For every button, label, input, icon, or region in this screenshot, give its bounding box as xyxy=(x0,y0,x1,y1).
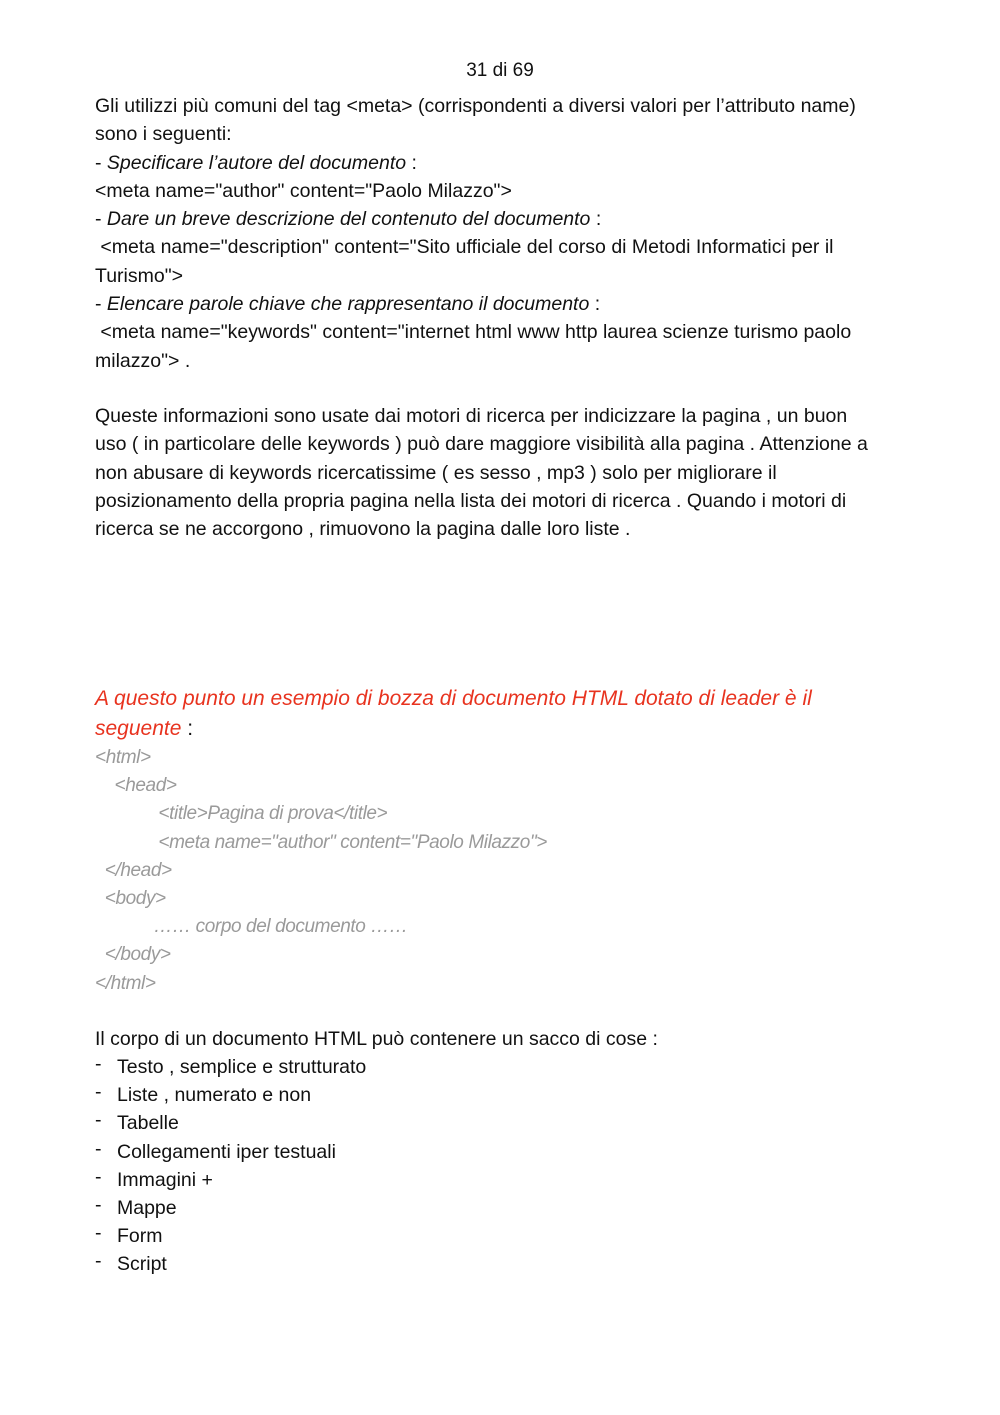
heading-line: seguente : xyxy=(95,717,194,740)
code-line: </html> xyxy=(95,972,156,994)
body-content-list xyxy=(95,1053,366,1279)
list-item: - Form xyxy=(95,1222,366,1250)
bullet-dash: - xyxy=(95,1137,102,1160)
meta-code-example: milazzo"> . xyxy=(95,349,191,372)
list-item: - Liste , numerato e non xyxy=(95,1081,366,1109)
code-line: </head> xyxy=(95,859,172,881)
meta-code-example: <meta name="keywords" content="internet html www http laurea scienze turismo paolo xyxy=(95,321,852,344)
code-line: <meta name="author" content="Paolo Milazzo"> xyxy=(95,831,547,853)
bullet-dash: - xyxy=(95,1165,102,1188)
intro-line: Gli utilizzi più comuni del tag <meta> (corrispondenti a diversi valori per l’attributo name) xyxy=(95,95,856,117)
page-number: 31 di 69 xyxy=(466,60,534,81)
seo-paragraph xyxy=(95,402,915,543)
code-line: <body> xyxy=(95,887,166,909)
list-item: - Tabelle xyxy=(95,1109,366,1137)
meta-code-example: Turismo"> xyxy=(95,264,184,287)
bullet-dash: - xyxy=(95,1053,102,1075)
list-item: - Mappe xyxy=(95,1194,366,1222)
paragraph-line: uso ( in particolare delle keywords ) può dare maggiore visibilità alla pagina . Attenzione a xyxy=(95,433,868,456)
intro-line: sono i seguenti: xyxy=(95,123,232,146)
bullet-dash: - xyxy=(95,1193,102,1216)
body-intro-text: Il corpo di un documento HTML può contenere un sacco di cose : xyxy=(95,1028,658,1050)
paragraph-line: non abusare di keywords ricercatissime ( es sesso , mp3 ) solo per migliorare il xyxy=(95,461,777,484)
paragraph-line: ricerca se ne accorgono , rimuovono la pagina dalle loro liste . xyxy=(95,518,631,541)
meta-usage-item: - Specificare l’autore del documento : xyxy=(95,151,417,174)
code-line: <head> xyxy=(95,775,177,797)
meta-usage-item: - Elencare parole chiave che rappresentano il documento : xyxy=(95,293,601,316)
body-intro xyxy=(95,1025,915,1053)
meta-code-example: <meta name="description" content="Sito ufficiale del corso di Metodi Informatici per il xyxy=(95,236,834,259)
heading-line: A questo punto un esempio di bozza di documento HTML dotato di leader è il xyxy=(95,687,812,710)
list-item: - Collegamenti iper testuali xyxy=(95,1138,366,1166)
html-code-example xyxy=(95,744,915,998)
bullet-dash: - xyxy=(95,1081,102,1104)
example-heading xyxy=(95,684,915,744)
code-line: …… corpo del documento …… xyxy=(95,916,408,938)
paragraph-line: Queste informazioni sono usate dai motori di ricerca per indicizzare la pagina , un buon xyxy=(95,405,848,427)
meta-code-example: <meta name="author" content="Paolo Milazzo"> xyxy=(95,179,512,202)
meta-usage-item: - Dare un breve descrizione del contenuto del documento : xyxy=(95,208,602,231)
bullet-dash: - xyxy=(95,1222,102,1245)
code-line: <html> xyxy=(95,747,151,768)
paragraph-line: posizionamento della propria pagina nella lista dei motori di ricerca . Quando i motori di xyxy=(95,489,847,512)
bullet-dash: - xyxy=(95,1109,102,1132)
code-line: <title>Pagina di prova</title> xyxy=(95,803,388,825)
meta-usage-section xyxy=(95,92,915,375)
list-item: - Immagini + xyxy=(95,1166,366,1194)
list-item: - Testo , semplice e strutturato xyxy=(95,1053,366,1081)
code-line: </body> xyxy=(95,944,171,966)
list-item: - Script xyxy=(95,1250,366,1278)
bullet-dash: - xyxy=(95,1250,102,1273)
